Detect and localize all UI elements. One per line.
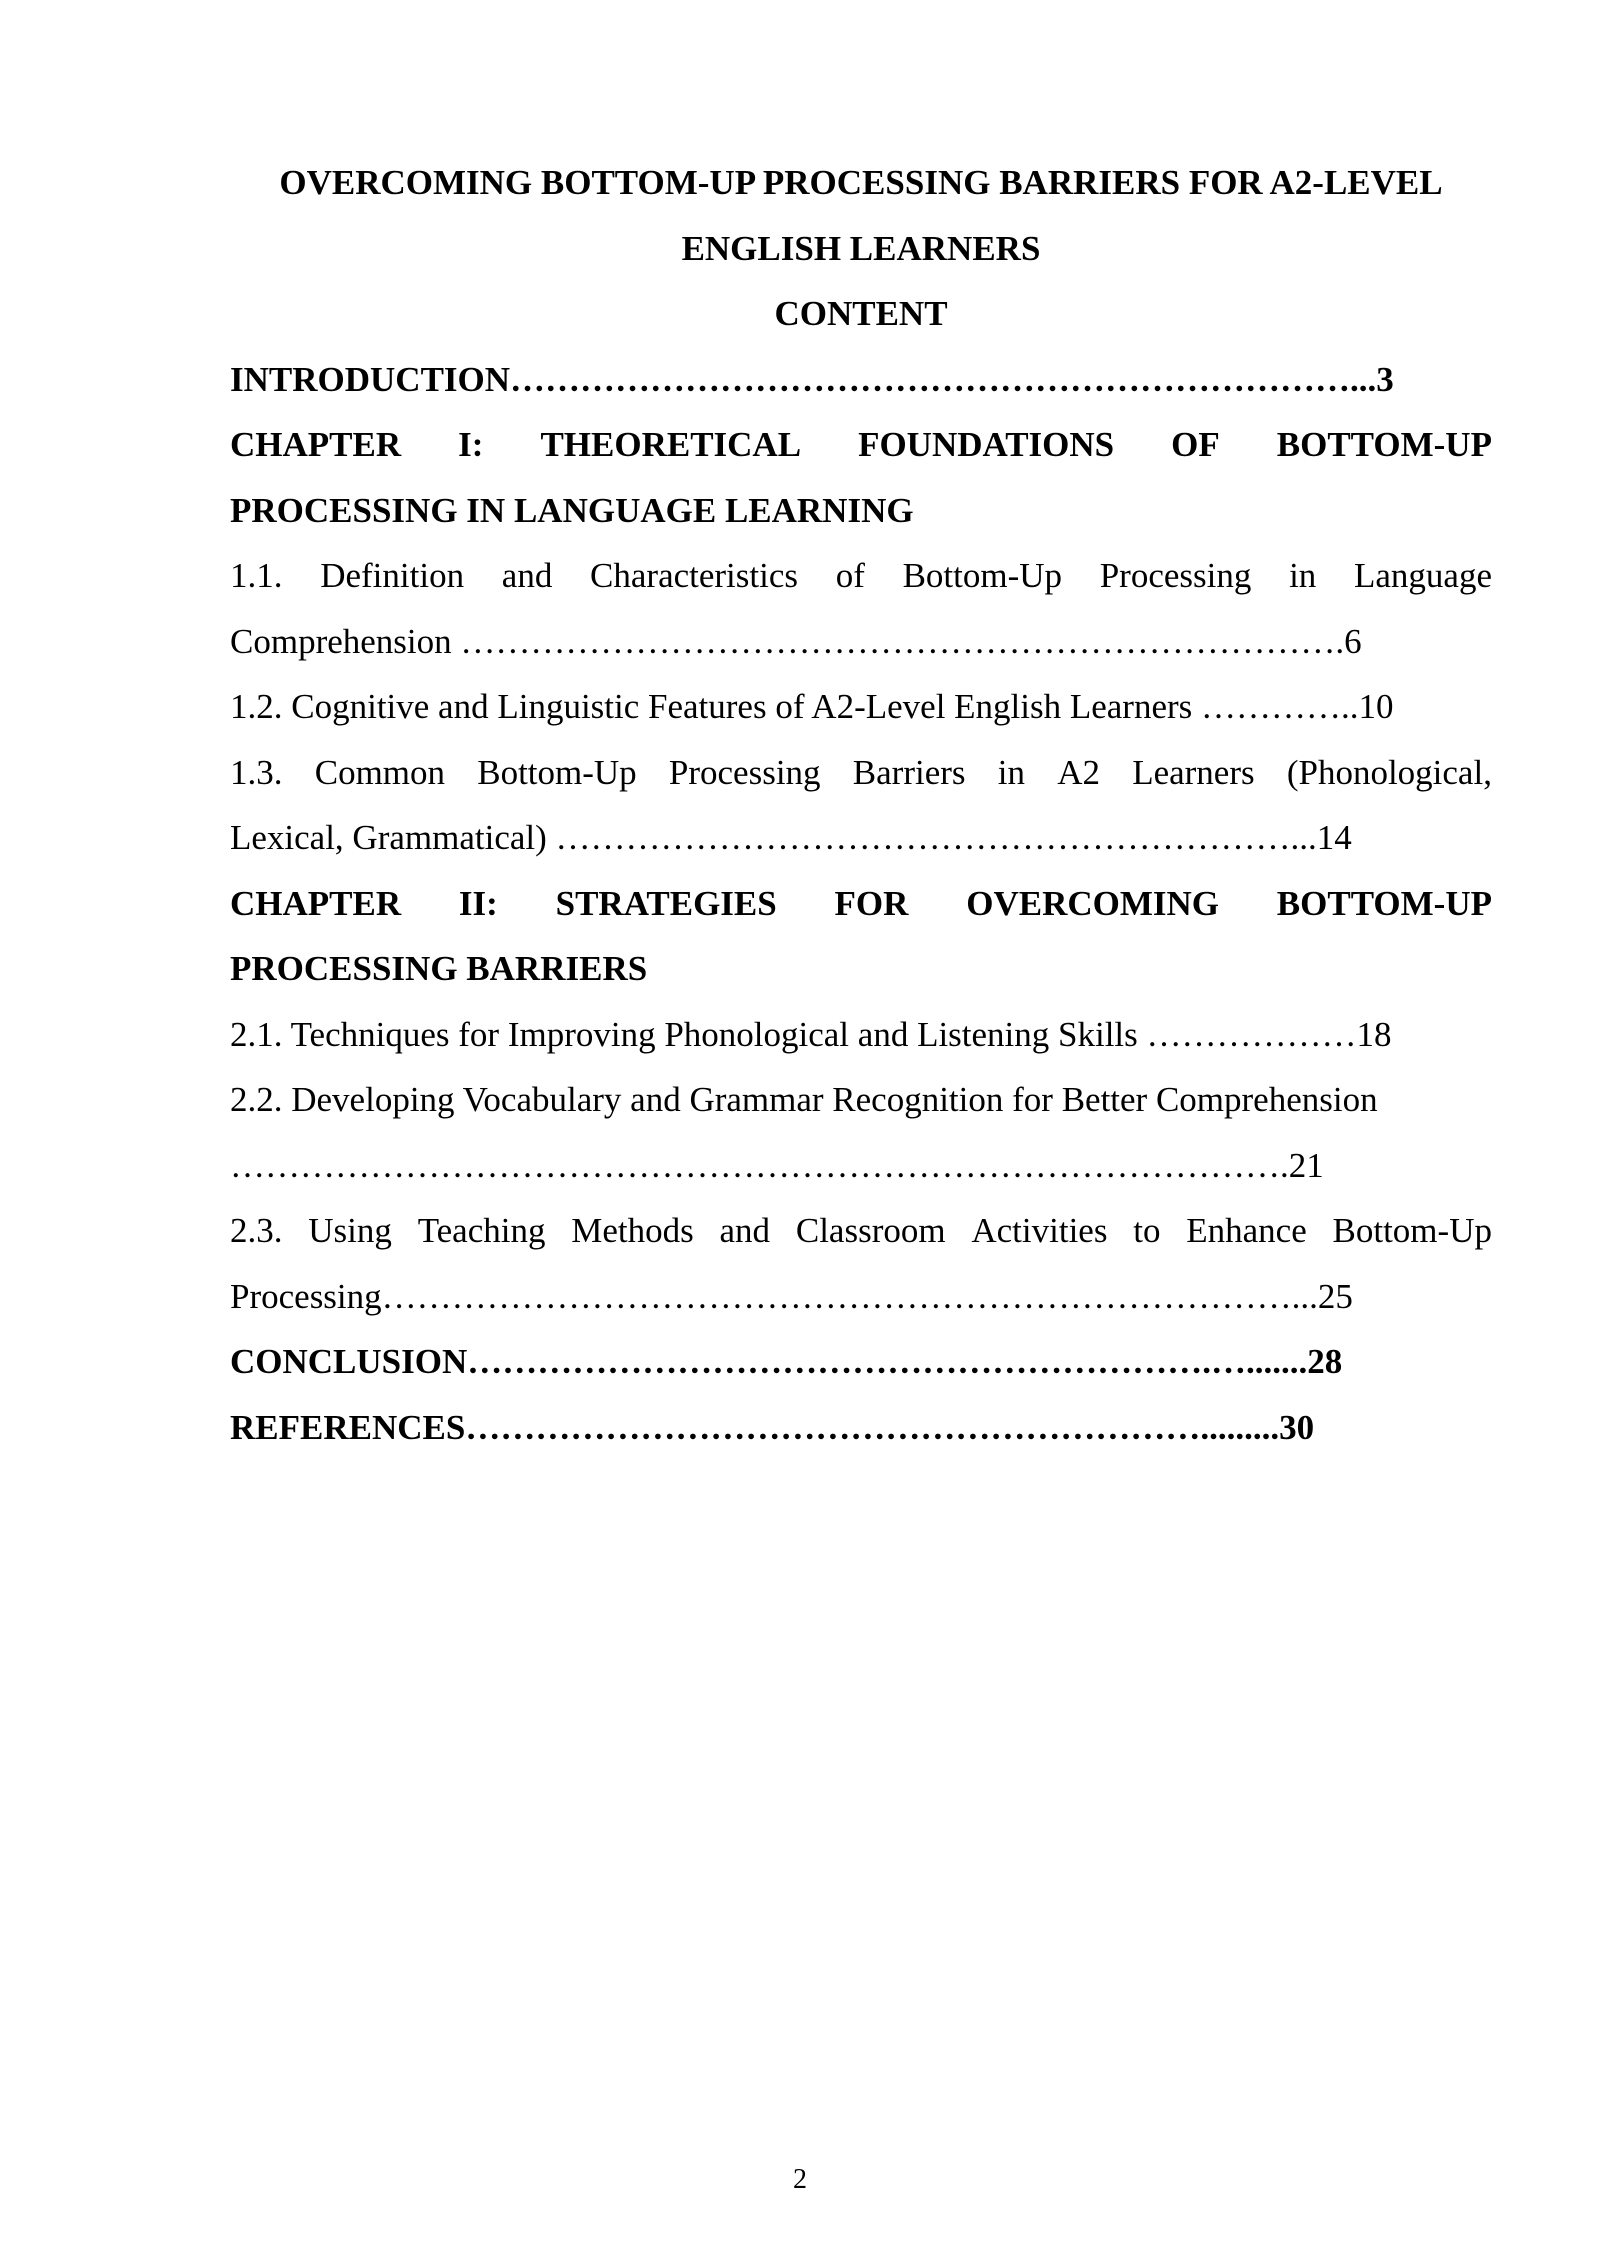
toc-word: and [501,556,553,595]
toc-word: Common [314,752,446,792]
content-heading: CONTENT [774,294,948,333]
toc-entry-1-1-line-2: Comprehension ………………………………………………………………….6 [230,621,1362,661]
toc-word: BOTTOM-UP [1276,883,1492,923]
toc-word: in [1289,556,1317,595]
toc-word: Characteristics [590,556,798,595]
toc-word: 1.3. [230,752,283,792]
toc-word: and [719,1211,771,1250]
toc-word: 2.3. [230,1211,283,1250]
toc-word: Learners [1132,752,1255,792]
toc-word: FOR [834,883,909,923]
toc-word: Classroom [795,1211,946,1250]
toc-entry-2-3-line-2: Processing……………………………………………………………………...25 [230,1276,1353,1316]
toc-entry-1-2: 1.2. Cognitive and Linguistic Features of A2-Level English Learners …………..10 [230,687,1394,726]
toc-word: of [835,556,865,595]
toc-word: Enhance [1186,1211,1307,1250]
toc-entry-1-3-line-2: Lexical, Grammatical) ………………………………………………………...14 [230,818,1352,857]
toc-word: Language [1354,556,1492,595]
toc-word: THEORETICAL [540,425,802,464]
toc-word: Bottom-Up [902,556,1063,595]
document-title-line-2: ENGLISH LEARNERS [681,228,1041,268]
toc-word: I: [458,425,484,464]
page-number: 2 [793,2164,807,2195]
toc-word: Bottom-Up [1332,1211,1492,1250]
toc-word: II: [458,883,498,923]
toc-word: Processing [668,752,821,792]
toc-word: 1.1. [230,556,283,595]
toc-word: Barriers [852,752,966,792]
toc-entry-chapter-2-line-2: PROCESSING BARRIERS [230,949,648,988]
toc-word: to [1133,1211,1161,1250]
toc-word: STRATEGIES [555,883,777,923]
toc-word: Methods [571,1211,694,1250]
toc-entry-2-3-line-1 [230,1198,1492,1264]
toc-word: Processing [1099,556,1252,595]
toc-word: OVERCOMING [966,883,1219,923]
toc-entry-conclusion: CONCLUSION……………………………………………………….….......28 [230,1342,1343,1381]
toc-word: Activities [971,1211,1108,1250]
toc-entry-introduction: INTRODUCTION………………………………………………………………...3 [230,359,1394,399]
toc-entry-references: REFERENCES……………………………………………………….........30 [230,1407,1315,1447]
toc-word: OF [1171,425,1220,464]
toc-word: Using [308,1211,392,1250]
document-title-line-1: OVERCOMING BOTTOM-UP PROCESSING BARRIERS FOR A2-LEVEL [279,163,1443,202]
toc-entry-1-3-line-1 [230,740,1492,806]
toc-word: CHAPTER [230,883,402,923]
toc-word: BOTTOM-UP [1276,425,1492,464]
toc-entry-chapter-1-line-1 [230,412,1492,478]
toc-word: Bottom-Up [477,752,637,792]
toc-entry-chapter-1-line-2: PROCESSING IN LANGUAGE LEARNING [230,490,914,530]
toc-word: FOUNDATIONS [858,425,1115,464]
toc-entry-2-2-line-1: 2.2. Developing Vocabulary and Grammar Recognition for Better Comprehension [230,1080,1378,1119]
toc-word: in [997,752,1025,792]
toc-entry-chapter-2-line-1 [230,871,1492,937]
toc-word: Teaching [417,1211,546,1250]
toc-word: Definition [320,556,465,595]
table-of-contents [230,150,1492,1460]
toc-word: (Phonological, [1286,752,1492,792]
toc-word: CHAPTER [230,425,402,464]
toc-entry-2-1: 2.1. Techniques for Improving Phonological and Listening Skills ………………18 [230,1014,1392,1054]
toc-entry-1-1-line-1 [230,543,1492,609]
toc-word: A2 [1057,752,1100,792]
toc-entry-2-2-line-2: ……………………………………………………………………………….21 [230,1145,1324,1185]
